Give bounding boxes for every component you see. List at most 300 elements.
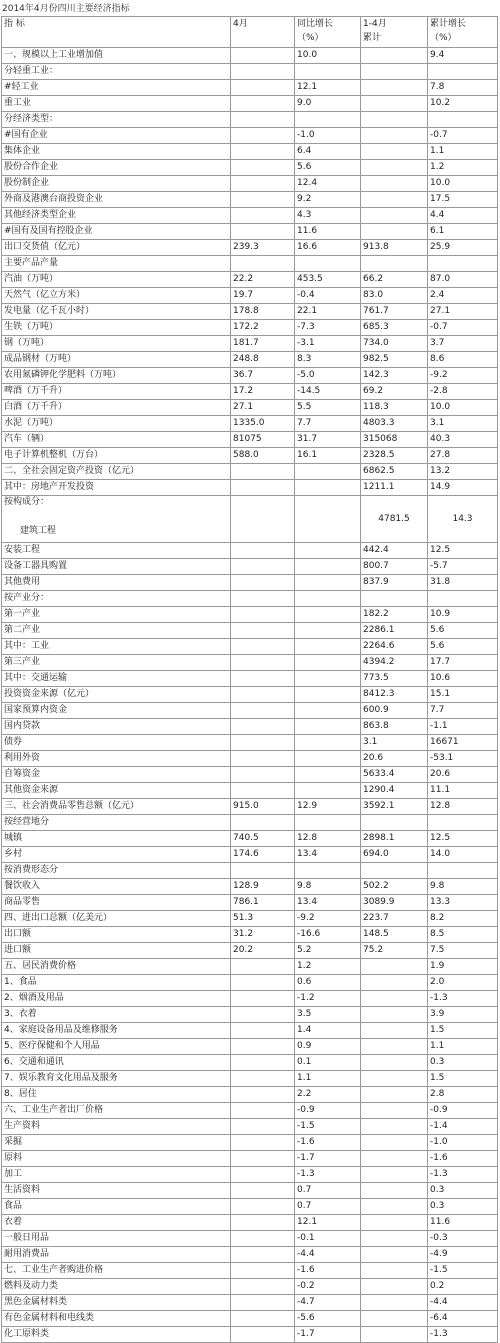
table-row: [2, 815, 498, 831]
cell-cum-growth: 2.8: [428, 1087, 498, 1103]
cell-yoy: [295, 863, 361, 879]
cell-indicator: 第二产业: [2, 623, 231, 639]
table-row: [2, 575, 498, 591]
cell-indicator: 股份合作企业: [2, 160, 231, 176]
cell-cumulative: [361, 144, 428, 160]
cell-month: 239.3: [231, 240, 295, 256]
cell-cumulative: [361, 1231, 428, 1247]
cell-indicator: 按消费形态分: [2, 863, 231, 879]
cell-indicator: 一、规模以上工业增加值: [2, 48, 231, 64]
cell-month: [231, 719, 295, 735]
cell-cumulative: [361, 591, 428, 607]
cell-cumulative: [361, 96, 428, 112]
cell-cumulative: 75.2: [361, 943, 428, 959]
cell-cum-growth: 12.5: [428, 543, 498, 559]
cell-indicator: 投资资金来源（亿元）: [2, 687, 231, 703]
cell-yoy: 9.2: [295, 192, 361, 208]
cell-yoy: [295, 112, 361, 128]
cell-indicator: 2、烟酒及用品: [2, 991, 231, 1007]
header-cumgrowth: [428, 17, 498, 48]
table-row: [2, 192, 498, 208]
cell-yoy: 1.4: [295, 1023, 361, 1039]
cell-cum-growth: [428, 863, 498, 879]
cell-cumulative: [361, 959, 428, 975]
cell-cumulative: 118.3: [361, 400, 428, 416]
cell-yoy: -5.0: [295, 368, 361, 384]
cell-cumulative: [361, 1039, 428, 1055]
cell-indicator: 重工业: [2, 96, 231, 112]
cell-yoy: [295, 480, 361, 496]
table-row: [2, 96, 498, 112]
cell-cumulative: [361, 48, 428, 64]
cell-month: [231, 1215, 295, 1231]
cell-cumulative: 3089.9: [361, 895, 428, 911]
cell-cum-growth: -0.9: [428, 1103, 498, 1119]
cell-cum-growth: 8.5: [428, 927, 498, 943]
cell-month: 31.2: [231, 927, 295, 943]
cell-cumulative: 4781.5: [361, 496, 428, 543]
cell-month: [231, 256, 295, 272]
cell-yoy: [295, 687, 361, 703]
table-row: [2, 1055, 498, 1071]
table-row: [2, 496, 498, 543]
cell-cumulative: 982.5: [361, 352, 428, 368]
cell-yoy: -1.5: [295, 1119, 361, 1135]
cell-month: [231, 655, 295, 671]
cell-indicator: 自筹资金: [2, 767, 231, 783]
cell-month: 915.0: [231, 799, 295, 815]
table-row: [2, 1247, 498, 1263]
table-row: [2, 352, 498, 368]
cell-cum-growth: 17.7: [428, 655, 498, 671]
cell-indicator: 第三产业: [2, 655, 231, 671]
cell-month: [231, 1311, 295, 1327]
cell-month: 81075: [231, 432, 295, 448]
cell-indicator: 五、居民消费价格: [2, 959, 231, 975]
cell-yoy: 12.1: [295, 1215, 361, 1231]
cell-yoy: [295, 559, 361, 575]
cell-month: 51.3: [231, 911, 295, 927]
cell-indicator: 农用氮磷钾化学肥料（万吨）: [2, 368, 231, 384]
table-row: [2, 639, 498, 655]
cell-indicator: 采掘: [2, 1135, 231, 1151]
cell-cum-growth: 16671: [428, 735, 498, 751]
cell-cumulative: 223.7: [361, 911, 428, 927]
cell-yoy: 0.9: [295, 1039, 361, 1055]
cell-month: [231, 1199, 295, 1215]
cell-yoy: -0.2: [295, 1279, 361, 1295]
cell-indicator: 外商及港澳台商投资企业: [2, 192, 231, 208]
cell-month: [231, 128, 295, 144]
cell-cumulative: [361, 192, 428, 208]
cell-indicator: 黑色金属材料类: [2, 1295, 231, 1311]
cell-indicator: 七、工业生产者购进价格: [2, 1263, 231, 1279]
cell-cum-growth: -5.7: [428, 559, 498, 575]
cell-cumulative: 8412.3: [361, 687, 428, 703]
cell-indicator: 国家预算内资金: [2, 703, 231, 719]
cell-month: [231, 160, 295, 176]
table-row: [2, 320, 498, 336]
table-row: [2, 1151, 498, 1167]
header-yoy-label: 同比增长: [297, 19, 334, 29]
cell-yoy: 12.4: [295, 176, 361, 192]
cell-cum-growth: 7.7: [428, 703, 498, 719]
table-row: [2, 751, 498, 767]
cell-yoy: [295, 64, 361, 80]
cell-yoy: [295, 496, 361, 543]
cell-month: 36.7: [231, 368, 295, 384]
cell-month: [231, 815, 295, 831]
cell-month: [231, 1023, 295, 1039]
cell-yoy: [295, 767, 361, 783]
table-row: [2, 559, 498, 575]
cell-month: [231, 543, 295, 559]
cell-yoy: -0.4: [295, 288, 361, 304]
cell-month: [231, 464, 295, 480]
table-row: [2, 1295, 498, 1311]
cell-indicator: 4、家庭设备用品及维修服务: [2, 1023, 231, 1039]
cell-cum-growth: -1.5: [428, 1263, 498, 1279]
cell-month: 1335.0: [231, 416, 295, 432]
header-cumgrowth-unit: （%）: [430, 33, 457, 43]
table-row: [2, 432, 498, 448]
cell-month: [231, 1167, 295, 1183]
header-month: 4月: [231, 17, 295, 48]
cell-yoy: [295, 655, 361, 671]
cell-cumulative: [361, 1279, 428, 1295]
table-row: [2, 304, 498, 320]
table-row: [2, 144, 498, 160]
cell-month: [231, 192, 295, 208]
cell-indicator: 集体企业: [2, 144, 231, 160]
cell-cum-growth: 20.6: [428, 767, 498, 783]
cell-indicator: 天然气（亿立方米）: [2, 288, 231, 304]
table-row: [2, 767, 498, 783]
cell-month: [231, 48, 295, 64]
cell-cum-growth: 10.6: [428, 671, 498, 687]
cell-yoy: [295, 735, 361, 751]
cell-indicator: 其他经济类型企业: [2, 208, 231, 224]
cell-indicator: 加工: [2, 1167, 231, 1183]
cell-yoy: -7.3: [295, 320, 361, 336]
cell-indicator: #轻工业: [2, 80, 231, 96]
table-row: [2, 1103, 498, 1119]
cell-yoy: 10.0: [295, 48, 361, 64]
cell-cum-growth: 10.0: [428, 400, 498, 416]
table-row: [2, 655, 498, 671]
cell-month: 19.7: [231, 288, 295, 304]
cell-month: [231, 607, 295, 623]
cell-cumulative: [361, 815, 428, 831]
cell-cumulative: [361, 1087, 428, 1103]
table-row: [2, 128, 498, 144]
cell-yoy: 0.7: [295, 1183, 361, 1199]
cell-yoy: 7.7: [295, 416, 361, 432]
cell-yoy: 12.1: [295, 80, 361, 96]
cell-cum-growth: 0.3: [428, 1055, 498, 1071]
header-row: [2, 17, 498, 48]
cell-cumulative: 734.0: [361, 336, 428, 352]
table-row: [2, 416, 498, 432]
cell-cumulative: 2264.6: [361, 639, 428, 655]
cell-indicator: 六、工业生产者出厂价格: [2, 1103, 231, 1119]
cell-indicator: 利用外资: [2, 751, 231, 767]
cell-yoy: 9.0: [295, 96, 361, 112]
table-row: [2, 288, 498, 304]
cell-month: 17.2: [231, 384, 295, 400]
table-row: [2, 1087, 498, 1103]
table-row: [2, 1071, 498, 1087]
cell-cum-growth: 27.8: [428, 448, 498, 464]
cell-indicator: 1、食品: [2, 975, 231, 991]
cell-cumulative: [361, 112, 428, 128]
cell-cumulative: 1211.1: [361, 480, 428, 496]
item-label: 建筑工程: [20, 526, 57, 536]
cell-cumulative: 863.8: [361, 719, 428, 735]
cell-cum-growth: 8.2: [428, 911, 498, 927]
cell-cum-growth: -0.3: [428, 1231, 498, 1247]
header-cumgrowth-label: 累计增长: [430, 19, 467, 29]
cell-yoy: -14.5: [295, 384, 361, 400]
cell-indicator: 一般日用品: [2, 1231, 231, 1247]
cell-yoy: [295, 607, 361, 623]
cell-cumulative: [361, 208, 428, 224]
cell-indicator: 其他资金来源: [2, 783, 231, 799]
cell-indicator: 钢（万吨）: [2, 336, 231, 352]
cell-cum-growth: 7.5: [428, 943, 498, 959]
cell-cum-growth: 3.1: [428, 416, 498, 432]
cell-yoy: -3.1: [295, 336, 361, 352]
table-row: [2, 623, 498, 639]
cell-cumulative: 800.7: [361, 559, 428, 575]
cell-cum-growth: -53.1: [428, 751, 498, 767]
table-row: [2, 911, 498, 927]
cell-indicator: 债券: [2, 735, 231, 751]
cell-cumulative: [361, 1071, 428, 1087]
cell-yoy: -1.0: [295, 128, 361, 144]
table-row: [2, 112, 498, 128]
cell-indicator: 原料: [2, 1151, 231, 1167]
cell-indicator: 分经济类型：: [2, 112, 231, 128]
cell-yoy: 5.6: [295, 160, 361, 176]
cell-indicator: 8、居住: [2, 1087, 231, 1103]
table-row: [2, 480, 498, 496]
cell-month: [231, 1263, 295, 1279]
table-row: [2, 256, 498, 272]
cell-yoy: -0.9: [295, 1103, 361, 1119]
cell-month: [231, 480, 295, 496]
cell-yoy: -1.7: [295, 1327, 361, 1343]
cell-indicator: 城镇: [2, 831, 231, 847]
table-row: [2, 735, 498, 751]
cell-indicator: 电子计算机整机（万台）: [2, 448, 231, 464]
cell-cumulative: [361, 1183, 428, 1199]
table-row: [2, 975, 498, 991]
cell-cum-growth: -4.4: [428, 1295, 498, 1311]
cell-cum-growth: 2.4: [428, 288, 498, 304]
cell-cum-growth: 11.1: [428, 783, 498, 799]
cell-yoy: 2.2: [295, 1087, 361, 1103]
cell-cum-growth: -1.0: [428, 1135, 498, 1151]
cell-yoy: [295, 543, 361, 559]
cell-yoy: 0.1: [295, 1055, 361, 1071]
table-row: [2, 687, 498, 703]
cell-cumulative: 1290.4: [361, 783, 428, 799]
cell-yoy: 1.1: [295, 1071, 361, 1087]
table-row: [2, 671, 498, 687]
cell-cum-growth: -1.6: [428, 1151, 498, 1167]
cell-cum-growth: 1.9: [428, 959, 498, 975]
table-row: [2, 703, 498, 719]
table-row: [2, 176, 498, 192]
cell-month: 786.1: [231, 895, 295, 911]
cell-cum-growth: [428, 815, 498, 831]
cell-yoy: -5.6: [295, 1311, 361, 1327]
cell-month: 20.2: [231, 943, 295, 959]
cell-cum-growth: 0.2: [428, 1279, 498, 1295]
cell-cumulative: 694.0: [361, 847, 428, 863]
table-row: [2, 799, 498, 815]
cell-month: 128.9: [231, 879, 295, 895]
cell-indicator: 生铁（万吨）: [2, 320, 231, 336]
cell-month: [231, 735, 295, 751]
cell-cum-growth: -4.9: [428, 1247, 498, 1263]
header-cum: [361, 17, 428, 48]
cell-cum-growth: 14.9: [428, 480, 498, 496]
cell-cumulative: 685.3: [361, 320, 428, 336]
cell-month: [231, 96, 295, 112]
cell-yoy: -1.7: [295, 1151, 361, 1167]
cell-cumulative: 2328.5: [361, 448, 428, 464]
table-row: [2, 1183, 498, 1199]
cell-month: 172.2: [231, 320, 295, 336]
cell-yoy: 13.4: [295, 895, 361, 911]
cell-month: 27.1: [231, 400, 295, 416]
table-row: [2, 991, 498, 1007]
cell-cum-growth: 12.8: [428, 799, 498, 815]
cell-cum-growth: 17.5: [428, 192, 498, 208]
cell-cum-growth: 1.2: [428, 160, 498, 176]
cell-indicator: 二、全社会固定资产投资（亿元）: [2, 464, 231, 480]
table-row: [2, 160, 498, 176]
cell-cumulative: 3592.1: [361, 799, 428, 815]
cell-yoy: 16.1: [295, 448, 361, 464]
cell-cum-growth: 7.8: [428, 80, 498, 96]
cell-yoy: [295, 783, 361, 799]
table-row: [2, 1263, 498, 1279]
cell-cum-growth: -0.7: [428, 320, 498, 336]
table-row: [2, 400, 498, 416]
cell-yoy: 12.8: [295, 831, 361, 847]
cell-yoy: [295, 815, 361, 831]
cell-yoy: -1.6: [295, 1135, 361, 1151]
cell-cumulative: 761.7: [361, 304, 428, 320]
cell-cum-growth: -1.3: [428, 991, 498, 1007]
cell-yoy: [295, 751, 361, 767]
cell-yoy: -16.6: [295, 927, 361, 943]
cell-cum-growth: 10.9: [428, 607, 498, 623]
cell-month: [231, 1247, 295, 1263]
cell-month: [231, 80, 295, 96]
cell-yoy: -4.4: [295, 1247, 361, 1263]
cell-month: [231, 1071, 295, 1087]
cell-month: [231, 1231, 295, 1247]
cell-indicator: 设备工器具购置: [2, 559, 231, 575]
cell-month: [231, 1183, 295, 1199]
cell-cum-growth: -1.3: [428, 1327, 498, 1343]
cell-cumulative: [361, 160, 428, 176]
cell-cumulative: 4394.2: [361, 655, 428, 671]
table-row: [2, 607, 498, 623]
cell-cum-growth: 0.3: [428, 1199, 498, 1215]
cell-cumulative: 20.6: [361, 751, 428, 767]
cell-indicator: 其中：房地产开发投资: [2, 480, 231, 496]
cell-indicator: 四、进出口总额（亿美元）: [2, 911, 231, 927]
table-row: [2, 1199, 498, 1215]
cell-cumulative: 182.2: [361, 607, 428, 623]
cell-indicator: 按产业分：: [2, 591, 231, 607]
cell-month: [231, 496, 295, 543]
cell-indicator: 其中：交通运输: [2, 671, 231, 687]
cell-cum-growth: [428, 256, 498, 272]
cell-cumulative: 3.1: [361, 735, 428, 751]
cell-indicator: 餐饮收入: [2, 879, 231, 895]
table-row: [2, 336, 498, 352]
cell-cum-growth: [428, 64, 498, 80]
cell-indicator: 安装工程: [2, 543, 231, 559]
cell-month: 248.8: [231, 352, 295, 368]
cell-cumulative: [361, 991, 428, 1007]
page-title: 2014年4月份四川主要经济指标: [2, 4, 130, 14]
cell-indicator: 其中：工业: [2, 639, 231, 655]
cell-cum-growth: 1.5: [428, 1071, 498, 1087]
table-row: [2, 1231, 498, 1247]
cell-month: [231, 1151, 295, 1167]
header-cum-sub: 累计: [363, 33, 382, 43]
cell-indicator: 第一产业: [2, 607, 231, 623]
cell-yoy: 0.7: [295, 1199, 361, 1215]
cell-month: 22.2: [231, 272, 295, 288]
table-row: [2, 48, 498, 64]
cell-cumulative: 2286.1: [361, 623, 428, 639]
cell-cumulative: [361, 1167, 428, 1183]
cell-cumulative: 2898.1: [361, 831, 428, 847]
cell-cum-growth: 25.9: [428, 240, 498, 256]
cell-month: [231, 991, 295, 1007]
table-row: [2, 783, 498, 799]
cell-cum-growth: 1.1: [428, 144, 498, 160]
cell-indicator: 耐用消费品: [2, 1247, 231, 1263]
cell-indicator: 化工原料类: [2, 1327, 231, 1343]
cell-cum-growth: 9.4: [428, 48, 498, 64]
cell-cum-growth: 15.1: [428, 687, 498, 703]
cell-yoy: -4.7: [295, 1295, 361, 1311]
cell-cumulative: [361, 1263, 428, 1279]
group-label: 按构成分：: [4, 497, 50, 507]
cell-indicator: 衣着: [2, 1215, 231, 1231]
cell-month: [231, 112, 295, 128]
cell-indicator: [2, 496, 231, 543]
cell-cumulative: [361, 1135, 428, 1151]
cell-indicator: 乡村: [2, 847, 231, 863]
cell-month: [231, 64, 295, 80]
cell-month: [231, 783, 295, 799]
cell-cum-growth: 40.3: [428, 432, 498, 448]
cell-cumulative: [361, 176, 428, 192]
cell-cum-growth: 2.0: [428, 975, 498, 991]
cell-cum-growth: 14.0: [428, 847, 498, 863]
table-row: [2, 1215, 498, 1231]
